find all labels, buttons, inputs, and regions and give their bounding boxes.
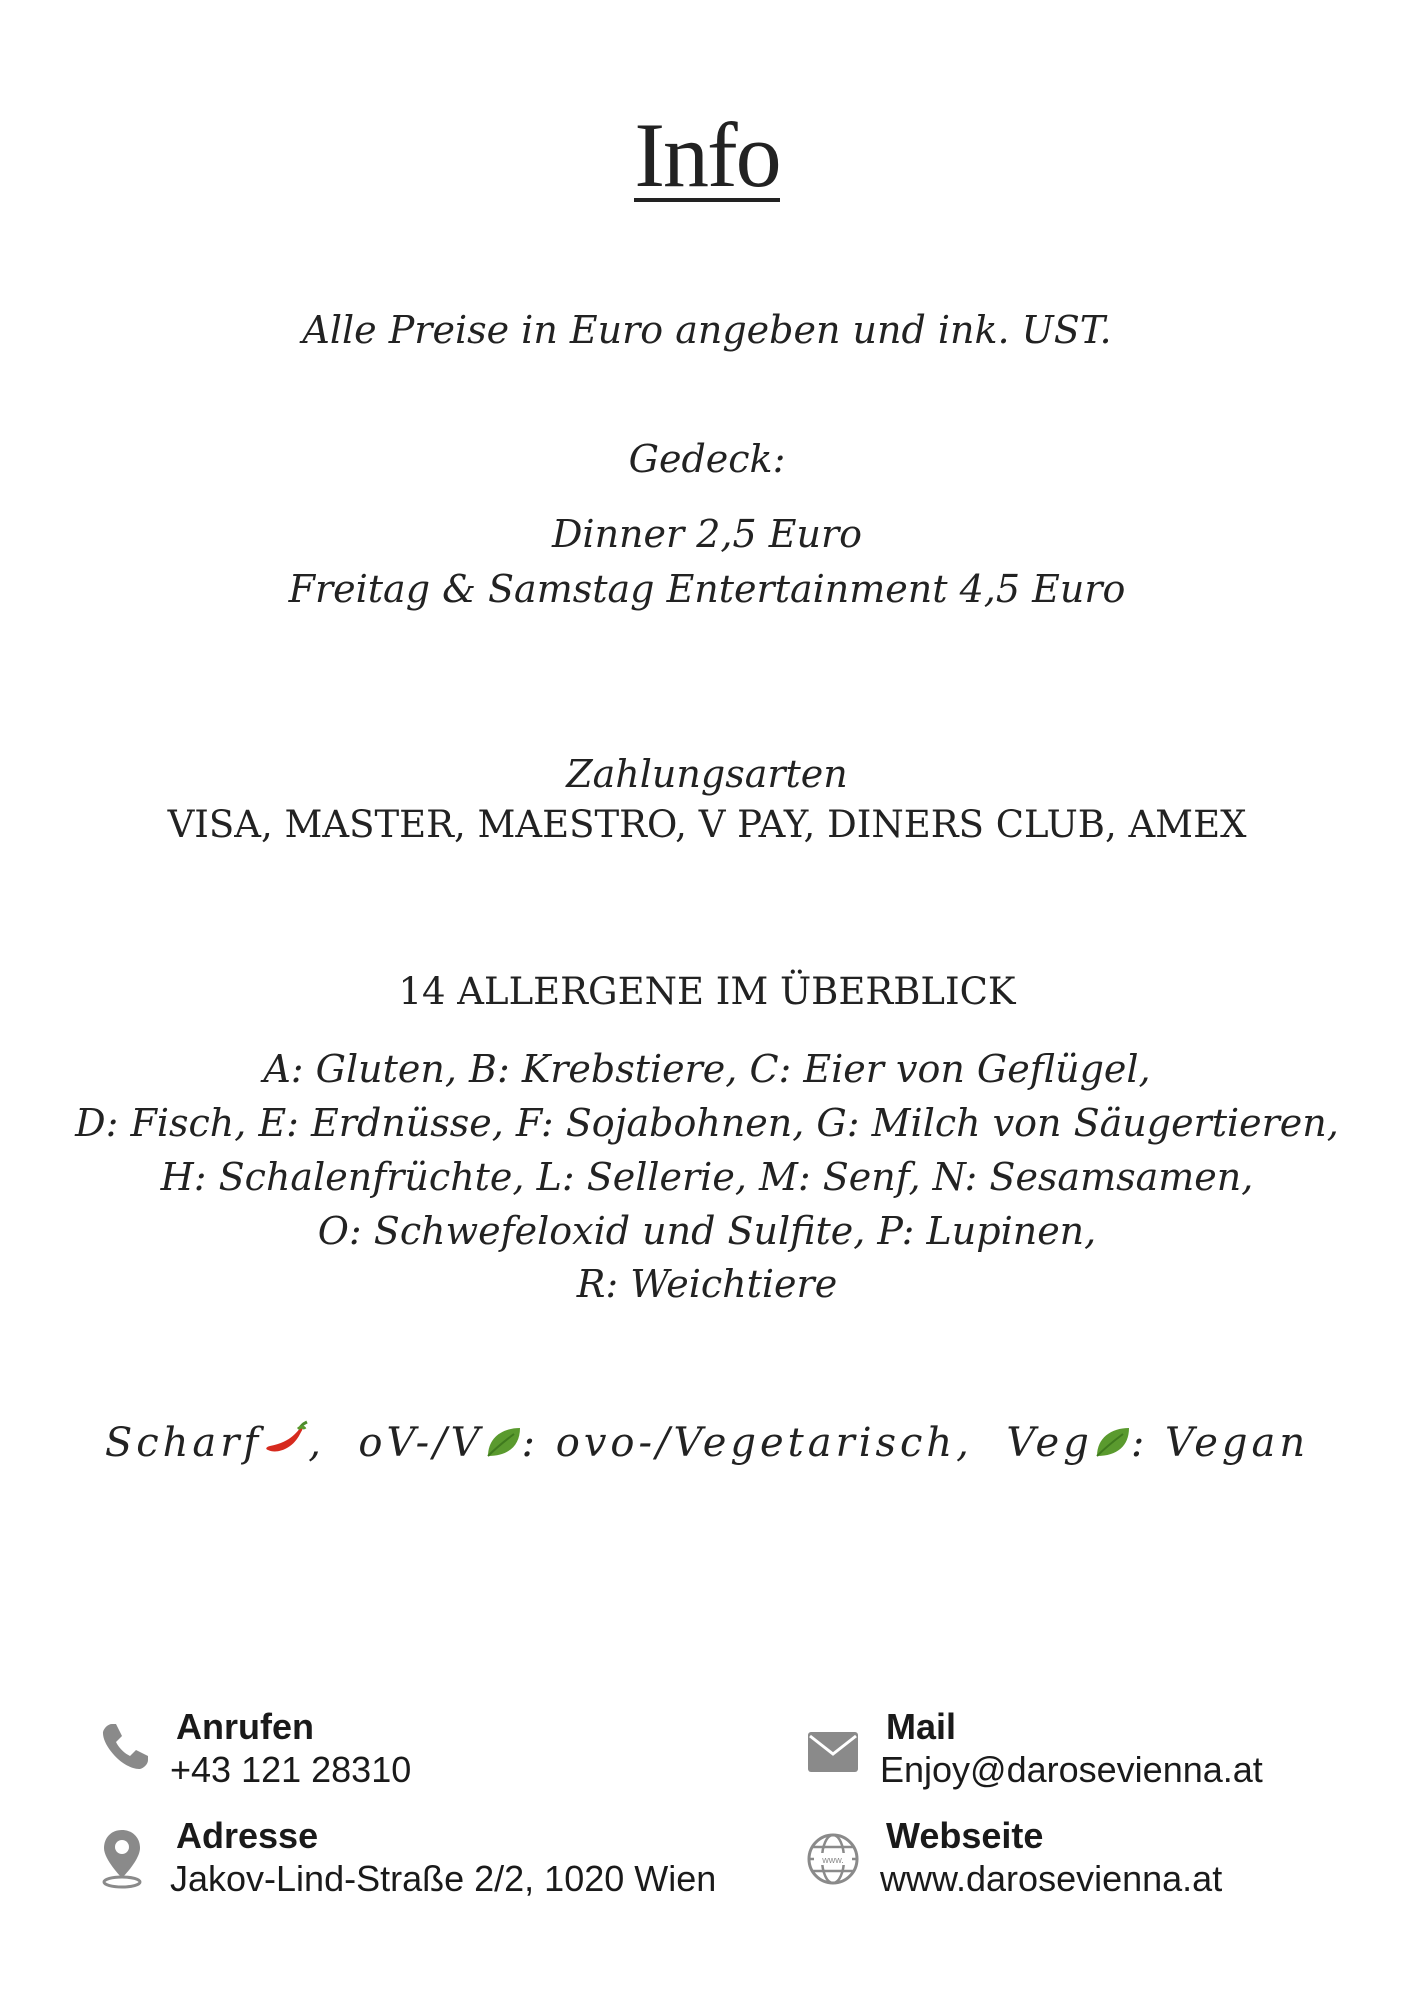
contact-phone[interactable] [170, 1706, 411, 1792]
cover-charge-dinner: Dinner 2,5 Euro [551, 512, 863, 556]
website-url[interactable]: www.darosevienna.at [880, 1858, 1223, 1899]
mail-icon [806, 1730, 860, 1774]
allergens-line-1: A: Gluten, B: Krebstiere, C: Eier von Geflügel, [263, 1047, 1151, 1091]
legend-vegan-text: : Vegan [1130, 1420, 1310, 1466]
globe-icon [806, 1832, 860, 1886]
cover-charge-heading: Gedeck: [628, 437, 786, 481]
address-label: Adresse [176, 1815, 319, 1856]
svg-text:www.: www. [822, 1855, 844, 1865]
chili-icon [262, 1420, 308, 1460]
contact-mail[interactable] [880, 1706, 1263, 1792]
allergens-heading: 14 ALLERGENE IM ÜBERBLICK [398, 970, 1016, 1013]
contact-website[interactable] [880, 1815, 1222, 1901]
mail-label: Mail [886, 1706, 957, 1747]
leaf-icon [1093, 1424, 1131, 1460]
contact-address [170, 1815, 716, 1901]
legend-spicy: Scharf [104, 1420, 263, 1466]
leaf-icon [484, 1424, 522, 1460]
payment-methods: VISA, MASTER, MAESTRO, V PAY, DINERS CLUB, AMEX [167, 803, 1247, 846]
diet-legend: Scharf , oV-/V : ovo-/Vegetarisch, Veg : Vegan [104, 1420, 1310, 1466]
website-label: Webseite [886, 1815, 1044, 1856]
legend-veg-text: : ovo-/Vegetarisch, [521, 1420, 973, 1466]
address-value: Jakov-Lind-Straße 2/2, 1020 Wien [170, 1858, 717, 1899]
location-pin-icon [98, 1826, 146, 1890]
phone-number[interactable]: +43 121 28310 [170, 1749, 412, 1790]
page-title: Info [634, 104, 780, 206]
legend-veg-code: oV-/V [358, 1420, 484, 1466]
phone-icon [98, 1720, 152, 1774]
allergens-line-5: R: Weichtiere [576, 1262, 838, 1306]
prices-note: Alle Preise in Euro angeben und ink. UST. [302, 308, 1112, 352]
allergens-line-4: O: Schwefeloxid und Sulfite, P: Lupinen, [317, 1209, 1097, 1253]
allergens-line-2: D: Fisch, E: Erdnüsse, F: Sojabohnen, G: Milch von Säugertieren, [75, 1101, 1339, 1145]
allergens-line-3: H: Schalenfrüchte, L: Sellerie, M: Senf, N: Sesamsamen, [160, 1155, 1254, 1199]
phone-label: Anrufen [176, 1706, 314, 1747]
payment-heading: Zahlungsarten [566, 752, 848, 796]
legend-vegan-code: Veg [1006, 1420, 1093, 1466]
mail-address[interactable]: Enjoy@darosevienna.at [880, 1749, 1263, 1790]
cover-charge-weekend: Freitag & Samstag Entertainment 4,5 Euro [288, 567, 1126, 611]
